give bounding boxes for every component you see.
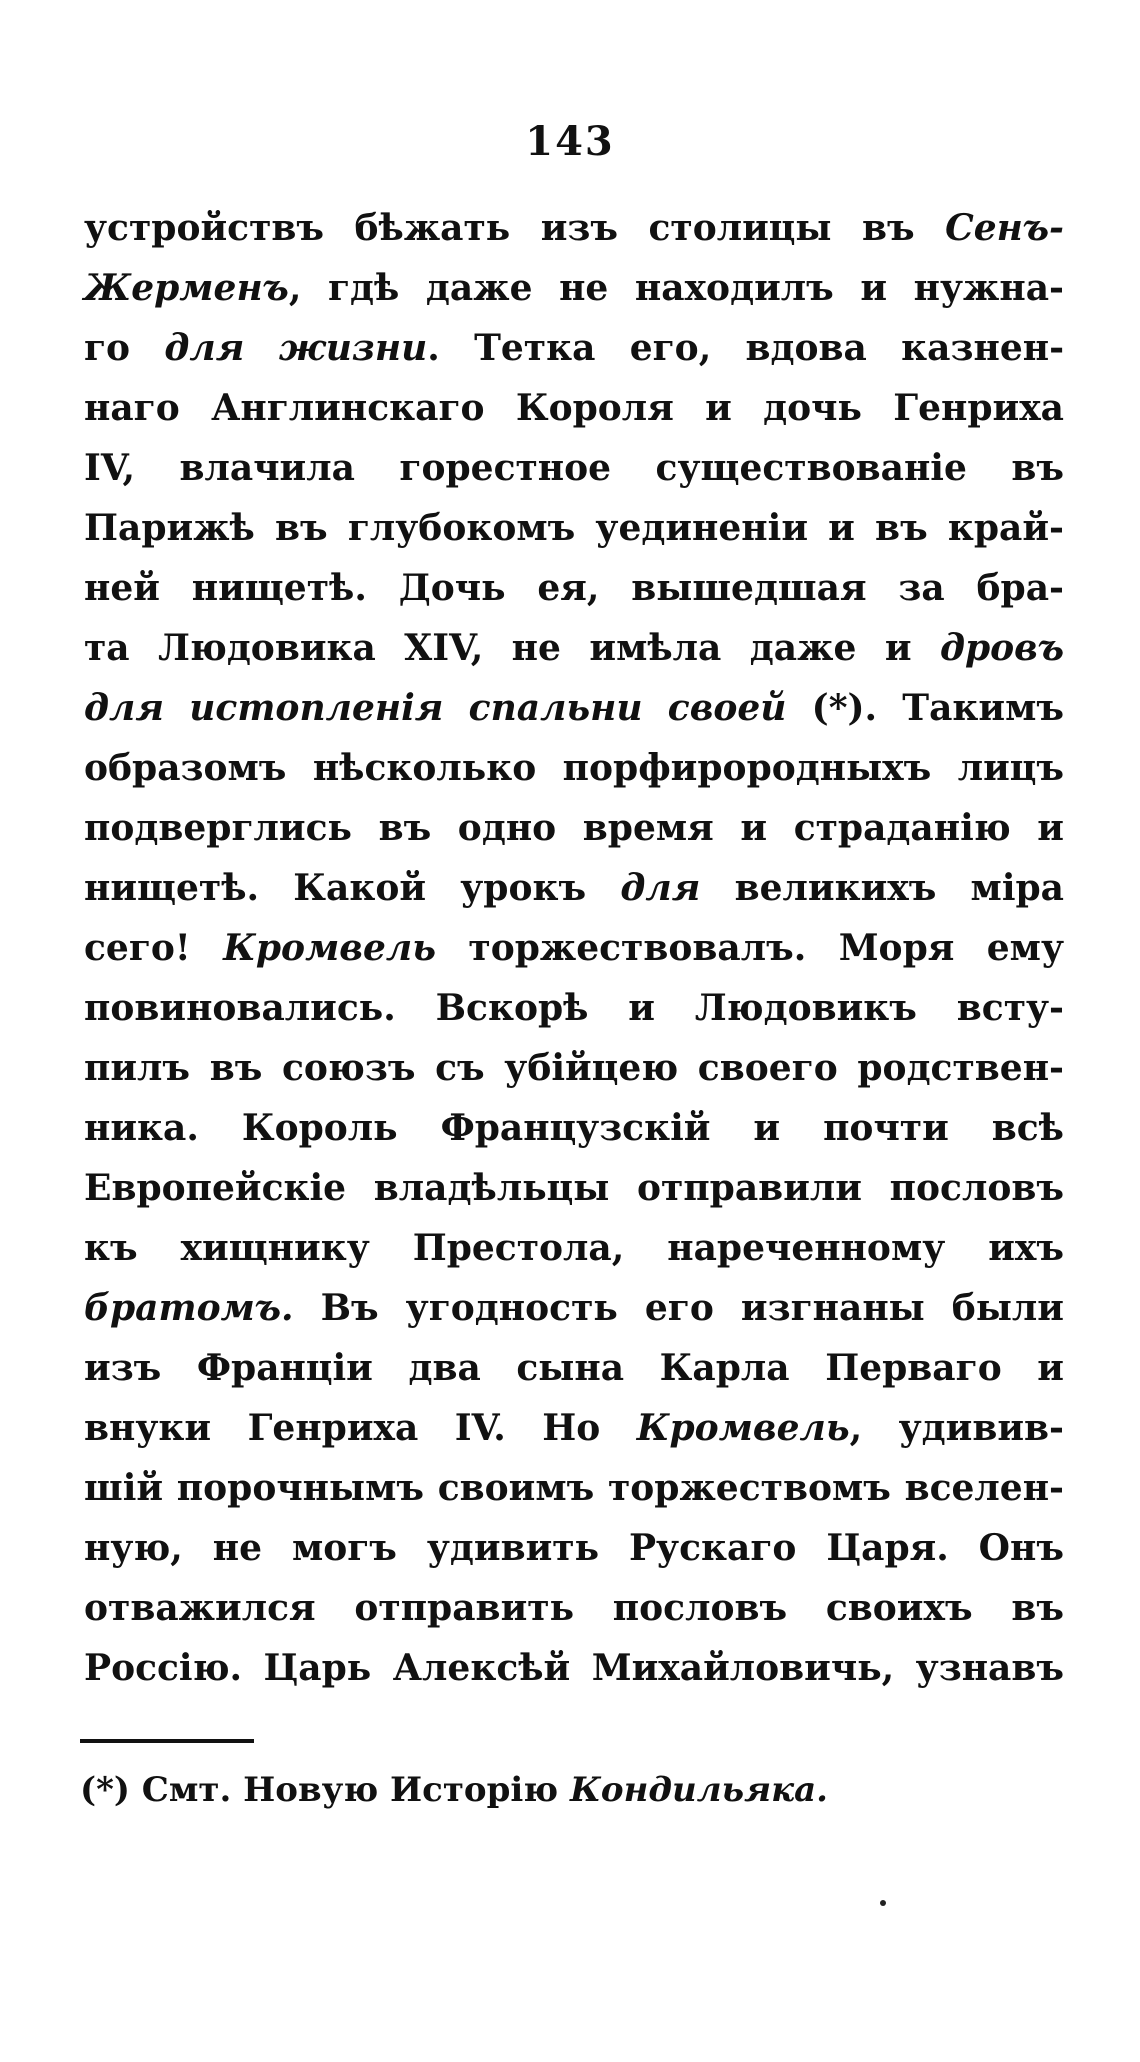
text-segment: для <box>620 867 701 909</box>
text-line <box>84 1458 1064 1518</box>
text-segment: сего! <box>84 927 224 969</box>
text-segment: го <box>84 327 165 369</box>
text-segment: ней нищетѣ. Дочь ея, вышедшая за бра- <box>84 567 1064 609</box>
text-segment: Россію. Царь Алексѣй Михайловичь, узнавъ <box>84 1647 1064 1689</box>
text-segment: пилъ въ союзъ съ убійцею своего родствен- <box>84 1047 1064 1089</box>
text-segment: Парижѣ въ глубокомъ уединеніи и въ край- <box>84 507 1064 549</box>
text-line <box>84 918 1064 978</box>
text-segment: Европейскіе владѣльцы отправили пословъ <box>84 1167 1064 1209</box>
paper-speck <box>880 1900 886 1906</box>
text-segment: Жерменъ <box>84 267 289 309</box>
text-segment: нищетѣ. Какой урокъ <box>84 867 621 909</box>
text-line <box>84 1098 1064 1158</box>
text-line <box>84 498 1064 558</box>
text-line <box>84 438 1064 498</box>
footnote <box>80 1766 828 1814</box>
text-line <box>84 378 1064 438</box>
text-segment: ника. Король Французскій и почти всѣ <box>84 1107 1064 1149</box>
footnote-text: Смт. Новую Исторію <box>129 1770 570 1810</box>
text-segment: для жизни <box>164 327 428 369</box>
text-line <box>84 258 1064 318</box>
text-segment: наго Англинскаго Короля и дочь Генриха <box>84 387 1064 429</box>
footnote-divider <box>80 1739 254 1743</box>
text-segment: IV, влачила горестное существованіе въ <box>84 447 1064 489</box>
text-line <box>84 1338 1064 1398</box>
text-line <box>84 1398 1064 1458</box>
text-line <box>84 558 1064 618</box>
text-segment: , гдѣ даже не находилъ и нужна- <box>288 267 1064 309</box>
body-text <box>84 198 1064 1698</box>
text-line <box>84 1158 1064 1218</box>
text-segment: отважился отправить пословъ своихъ въ <box>84 1587 1064 1629</box>
text-segment: къ хищнику Престола, нареченному ихъ <box>84 1227 1064 1269</box>
text-line <box>84 618 1064 678</box>
text-line <box>84 1038 1064 1098</box>
page-number: 143 <box>525 118 615 165</box>
footnote-author: Кондильяка. <box>570 1770 829 1810</box>
text-segment: Кромвель <box>636 1407 850 1449</box>
text-line <box>84 858 1064 918</box>
text-segment: братомъ. <box>84 1287 294 1329</box>
text-line <box>84 198 1064 258</box>
text-line <box>84 798 1064 858</box>
text-segment: ную, не могъ удивить Рускаго Царя. Онъ <box>84 1527 1064 1569</box>
text-segment: Въ угодность его изгнаны были <box>293 1287 1064 1329</box>
text-line <box>84 1638 1064 1698</box>
text-segment: дровъ <box>939 627 1064 669</box>
text-segment: внуки Генриха IV. Но <box>84 1407 637 1449</box>
footnote-marker: (*) <box>80 1770 130 1810</box>
text-line <box>84 738 1064 798</box>
text-line <box>84 318 1064 378</box>
text-segment: образомъ нѣсколько порфирородныхъ лицъ <box>84 747 1064 789</box>
text-segment: (*). Такимъ <box>786 687 1064 729</box>
text-segment: подверглись въ одно время и страданію и <box>84 807 1064 849</box>
text-line <box>84 1218 1064 1278</box>
text-segment: великихъ міра <box>700 867 1064 909</box>
text-segment: для истопленія спальни своей <box>84 687 787 729</box>
text-line <box>84 1578 1064 1638</box>
text-line <box>84 1518 1064 1578</box>
text-segment: шій порочнымъ своимъ торжествомъ вселен- <box>84 1467 1064 1509</box>
text-segment: , удивив- <box>849 1407 1064 1449</box>
text-segment: . Тетка его, вдова казнен- <box>427 327 1065 369</box>
text-segment: повиновались. Вскорѣ и Людовикъ всту- <box>84 987 1064 1029</box>
text-segment: торжествовалъ. Моря ему <box>435 927 1064 969</box>
text-segment: устройствъ бѣжать изъ столицы въ <box>84 207 946 249</box>
text-line <box>84 978 1064 1038</box>
text-segment: Кромвель <box>223 927 436 969</box>
text-line <box>84 1278 1064 1338</box>
text-segment: изъ Франціи два сына Карла Перваго и <box>84 1347 1064 1389</box>
text-line <box>84 678 1064 738</box>
text-segment: Сенъ- <box>945 207 1064 249</box>
text-segment: та Людовика XIV, не имѣла даже и <box>84 627 940 669</box>
